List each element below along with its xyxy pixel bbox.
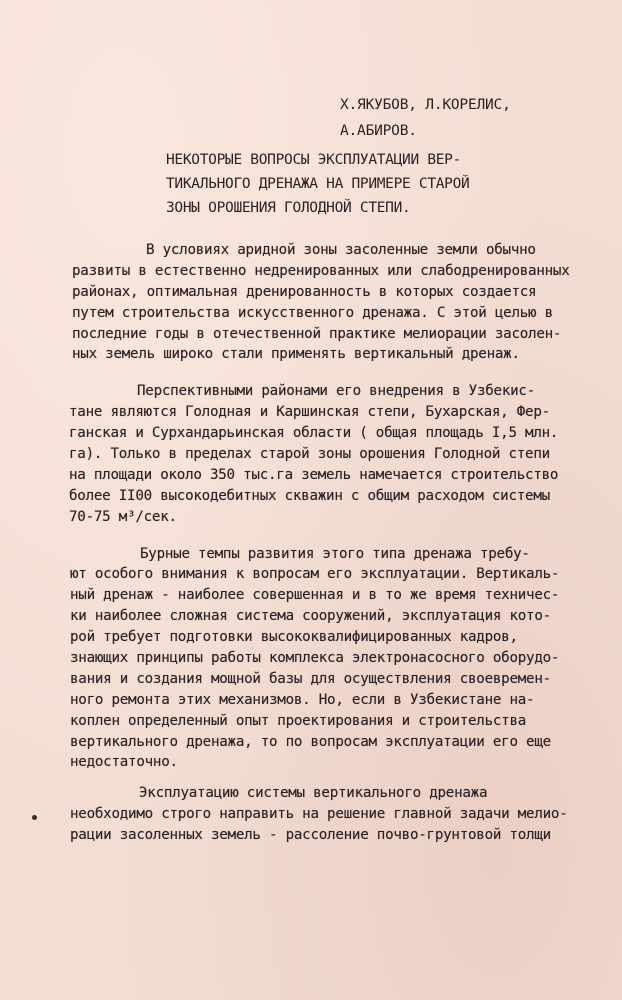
text-line: на площади около 350 тыс.га земель намечается строительство bbox=[69, 466, 559, 483]
text-line: развиты в естественно недренированных или слабодренированных bbox=[72, 262, 570, 279]
paragraph-4 bbox=[70, 783, 622, 846]
text-line: Перспективными районами его внедрения в Узбекис- bbox=[137, 383, 535, 400]
text-line: ганская и Сурхандарьинская области ( общая площадь I,5 млн. bbox=[69, 425, 559, 442]
title-line-3: ЗОНЫ ОРОШЕНИЯ ГОЛОДНОЙ СТЕПИ. bbox=[166, 200, 411, 216]
paragraph-3 bbox=[70, 544, 622, 774]
text-line: более II00 высокодебитных скважин с общим расходом системы bbox=[69, 487, 550, 504]
text-line: га). Только в пределах старой зоны орошения Голодной степи bbox=[69, 446, 550, 463]
text-line: вания и создания мощной базы для осуществления своевремен- bbox=[70, 670, 551, 687]
authors-line-2: А.АБИРОВ. bbox=[340, 123, 417, 139]
text-line: Бурные темпы развития этого типа дренажа требу- bbox=[140, 545, 530, 562]
text-line: недостаточно. bbox=[70, 754, 178, 771]
title-line-2: ТИКАЛЬНОГО ДРЕНАЖА НА ПРИМЕРЕ СТАРОЙ bbox=[166, 176, 470, 192]
text-line: вертикального дренажа, то по вопросам эксплуатации его еще bbox=[70, 733, 551, 750]
text-line: ют особого внимания к вопросам его эксплуатации. Вертикаль- bbox=[70, 566, 560, 583]
text-line: рации засоленных земель - рассоление почво-грунтовой толщи bbox=[70, 827, 551, 844]
authors-block bbox=[340, 92, 511, 144]
text-line: ных земель широко стали применять вертикальный дренаж. bbox=[72, 346, 520, 363]
article-title bbox=[166, 148, 469, 220]
text-line: В условиях аридной зоны засоленные земли обычно bbox=[146, 242, 536, 258]
text-line: рой требует подготовки высококвалифицированных кадров, bbox=[70, 629, 518, 646]
text-line: Эксплуатацию системы вертикального дренажа bbox=[139, 785, 488, 802]
text-line: ный дренаж - наиболее совершенная и в то же время техничес- bbox=[70, 587, 560, 604]
text-line: районах, оптимальная дренированность в которых создается bbox=[72, 283, 537, 300]
text-line: путем строительства искусственного дренажа. С этой целью в bbox=[72, 304, 553, 321]
title-line-1: НЕКОТОРЫЕ ВОПРОСЫ ЭКСПЛУАТАЦИИ ВЕР- bbox=[166, 152, 462, 168]
article-body bbox=[0, 240, 622, 846]
text-line: необходимо строго направить на решение главной задачи мелио- bbox=[70, 806, 568, 823]
text-line: последние годы в отечественной практике мелиорации засолен- bbox=[72, 325, 562, 342]
text-line: знающих принципы работы комплекса электронасосного оборудо- bbox=[70, 650, 560, 667]
authors-line-1: Х.ЯКУБОВ, Л.КОРЕЛИС, bbox=[340, 97, 511, 113]
text-line: 70-75 м³/сек. bbox=[69, 508, 177, 525]
text-line: ного ремонта этих механизмов. Но, если в Узбекистане на- bbox=[70, 691, 535, 708]
text-line: ки наиболее сложная система сооружений, эксплуатация кото- bbox=[70, 608, 551, 625]
ink-dot bbox=[32, 815, 37, 820]
text-line: тане являются Голодная и Каршинская степи, Бухарская, Фер- bbox=[69, 404, 550, 421]
paragraph-1 bbox=[72, 240, 622, 365]
text-line: коплен определенный опыт проектирования и строительства bbox=[70, 712, 527, 729]
paragraph-2 bbox=[69, 381, 622, 527]
